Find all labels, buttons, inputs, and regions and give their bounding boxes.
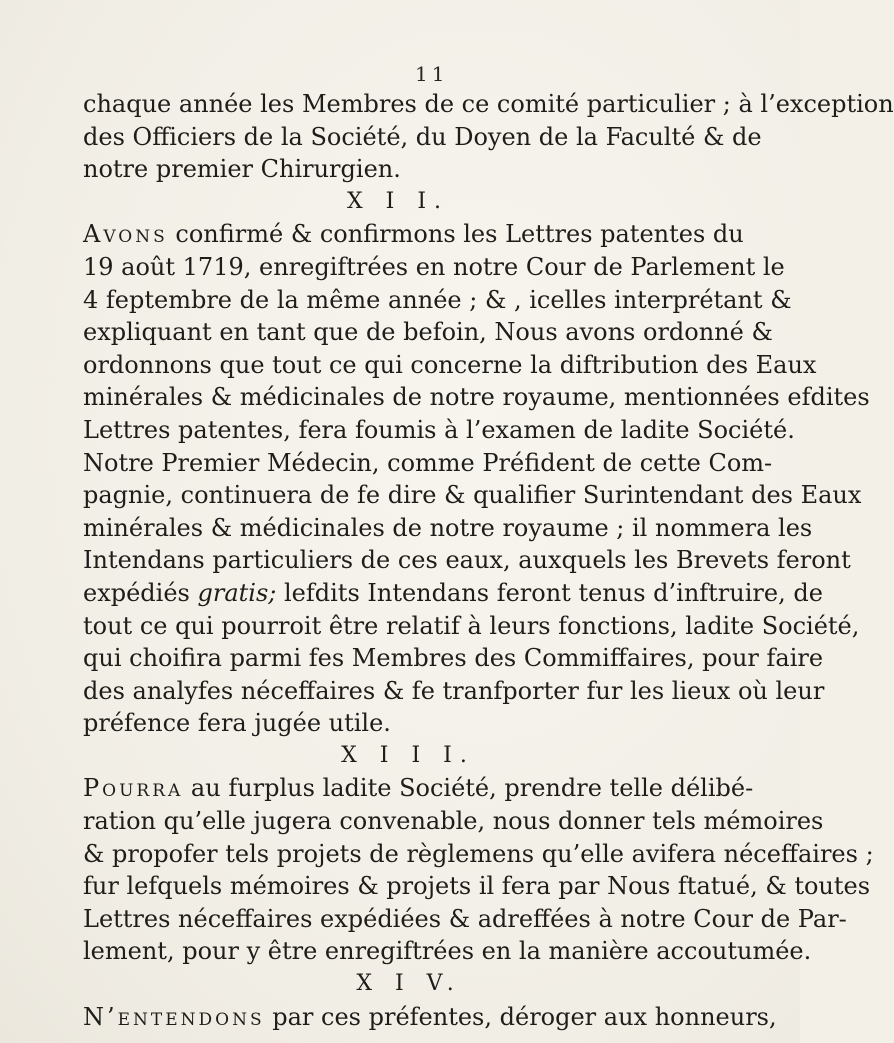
article-heading-xiv: X I V. (356, 971, 462, 997)
text-line: 4 feptembre de la même année ; & , icelles interprétant & (83, 285, 792, 314)
text-line: Lettres patentes, fera foumis à l’examen de ladite Société. (83, 415, 795, 444)
article-first-word: Avons (83, 220, 168, 249)
text-line: tout ce qui pourroit être relatif à leurs fonctions, ladite Société, (83, 611, 860, 640)
text-line: Lettres néceffaires expédiées & adreffées à notre Cour de Par- (83, 904, 847, 933)
text-line: préfence fera jugée utile. (83, 709, 391, 738)
text-line: expliquant en tant que de befoin, Nous avons ordonné & (83, 318, 773, 347)
page-body (83, 88, 894, 1033)
text-line: fur lefquels mémoires & projets il fera par Nous ftatué, & toutes (83, 872, 871, 901)
text-line: Intendans particuliers de ces eaux, auxquels les Brevets feront (83, 546, 851, 575)
text-line (83, 577, 823, 610)
text-line (83, 772, 754, 805)
text-fragment: lefdits Intendans feront tenus d’inftruire, de (276, 578, 823, 607)
text-line (83, 1001, 777, 1034)
text-line: pagnie, continuera de fe dire & qualifier Surintendant des Eaux (83, 481, 862, 510)
italic-term: gratis; (197, 578, 277, 607)
text-fragment: confirmé & confirmons les Lettres patentes du (167, 220, 744, 249)
text-fragment: par ces préfentes, déroger aux honneurs, (264, 1002, 777, 1031)
text-line: minérales & médicinales de notre royaume, mentionnées efdites (83, 383, 870, 412)
text-fragment: expédiés (83, 578, 198, 607)
text-line: lement, pour y être enregiftrées en la manière accoutumée. (83, 937, 812, 966)
text-line: minérales & médicinales de notre royaume ; il nommera les (83, 513, 813, 542)
article-first-word: N’entendons (83, 1002, 265, 1031)
article-first-word: Pourra (83, 774, 184, 803)
text-line: des analyfes néceffaires & fe tranfporter fur les lieux où leur (83, 676, 825, 705)
text-line: & propofer tels projets de règlemens qu’elle avifera néceffaires ; (83, 839, 874, 868)
text-fragment: au furplus ladite Société, prendre telle délibé- (183, 774, 754, 803)
text-line: chaque année les Membres de ce comité particulier ; à l’exception (83, 90, 894, 118)
article-heading-xiii: X I I I. (341, 742, 475, 768)
text-line: ordonnons que tout ce qui concerne la diftribution des Eaux (83, 350, 817, 379)
article-heading-xii: X I I. (346, 188, 450, 214)
text-line: 19 août 1719, enregiftrées en notre Cour de Parlement le (83, 252, 785, 281)
text-line: notre premier Chirurgien. (83, 155, 401, 184)
text-line: ration qu’elle jugera convenable, nous donner tels mémoires (83, 807, 824, 836)
text-line: qui choifira parmi fes Membres des Commiffaires, pour faire (83, 644, 824, 673)
text-line (83, 218, 744, 251)
text-line: des Officiers de la Société, du Doyen de la Faculté & de (83, 122, 762, 151)
text-line: Notre Premier Médecin, comme Préfident de cette Com- (83, 448, 773, 477)
page-number: 11 (415, 62, 449, 86)
